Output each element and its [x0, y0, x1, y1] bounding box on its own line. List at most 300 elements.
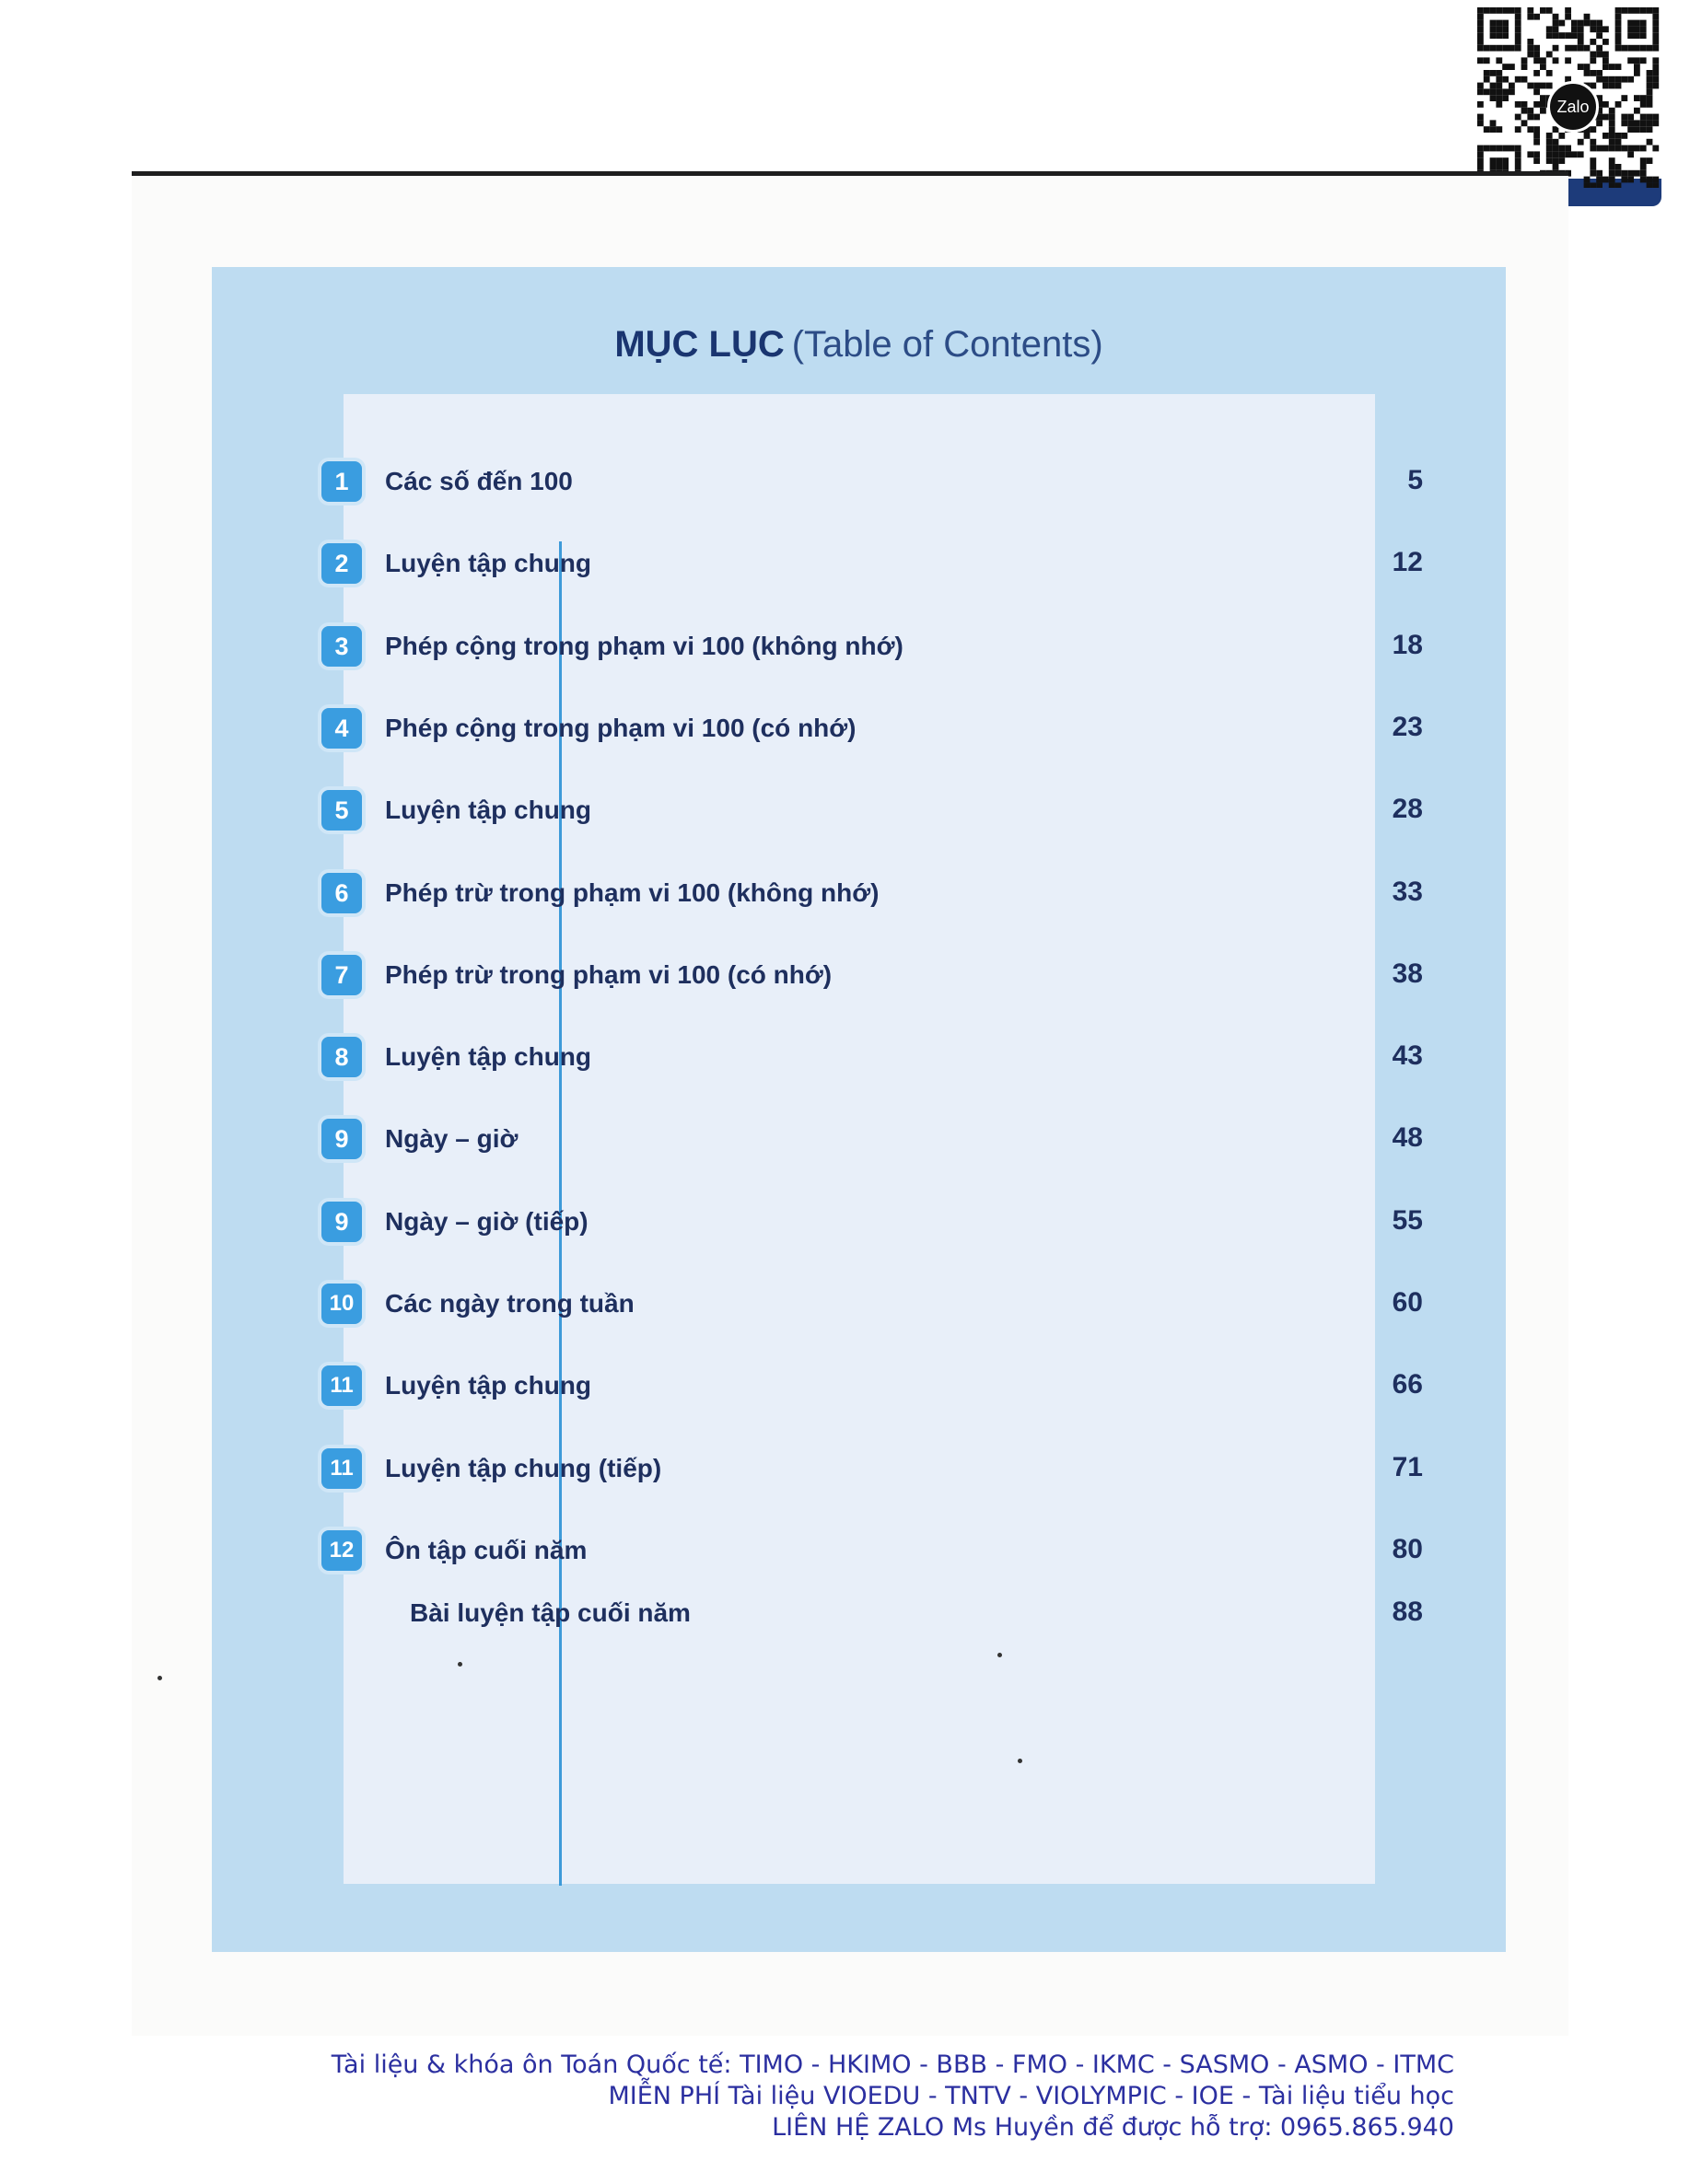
toc-item-title: Các ngày trong tuần — [385, 1289, 635, 1318]
qr-module — [1621, 7, 1627, 14]
qr-module — [1640, 26, 1647, 32]
qr-module — [1596, 170, 1603, 177]
qr-module — [1647, 7, 1653, 14]
qr-module — [1615, 26, 1622, 32]
qr-module — [1533, 133, 1540, 139]
qr-module — [1533, 157, 1540, 164]
qr-module — [1515, 39, 1521, 45]
qr-module — [1652, 20, 1659, 27]
qr-module — [1578, 64, 1584, 70]
qr-module — [1540, 95, 1546, 101]
qr-module — [1596, 70, 1603, 76]
qr-module — [1509, 88, 1515, 95]
qr-module — [1647, 76, 1653, 83]
qr-module — [1509, 145, 1515, 152]
qr-module — [1647, 101, 1653, 108]
qr-module — [1521, 64, 1528, 70]
qr-module — [1603, 57, 1609, 64]
qr-module — [1515, 126, 1521, 133]
qr-module — [1634, 26, 1640, 32]
qr-module — [1553, 157, 1559, 164]
qr-module — [1596, 177, 1603, 183]
qr-module — [1590, 57, 1596, 64]
qr-module — [1584, 70, 1591, 76]
qr-module — [1627, 45, 1634, 52]
qr-module — [1558, 133, 1565, 139]
qr-module — [1571, 20, 1578, 27]
qr-module — [1627, 151, 1634, 157]
qr-module — [1627, 177, 1634, 183]
qr-module — [1634, 45, 1640, 52]
zalo-logo-icon: Zalo — [1547, 81, 1599, 133]
qr-module — [1527, 151, 1533, 157]
qr-module — [1609, 182, 1615, 188]
qr-module — [1533, 14, 1540, 20]
qr-module — [1546, 70, 1553, 76]
qr-module — [1615, 133, 1622, 139]
qr-module — [1603, 26, 1609, 32]
qr-module — [1609, 83, 1615, 89]
qr-module — [1521, 101, 1528, 108]
qr-module — [1515, 20, 1521, 27]
qr-module — [1546, 151, 1553, 157]
toc-item-title: Ôn tập cuối năm — [385, 1535, 588, 1564]
qr-module — [1627, 26, 1634, 32]
qr-module — [1515, 101, 1521, 108]
qr-module — [1627, 76, 1634, 83]
qr-module — [1584, 182, 1591, 188]
qr-module — [1634, 57, 1640, 64]
qr-module — [1584, 20, 1591, 27]
toc-row[interactable] — [212, 1586, 1506, 1641]
qr-module — [1615, 76, 1622, 83]
qr-module — [1558, 145, 1565, 152]
qr-module — [1571, 45, 1578, 52]
qr-module — [1533, 83, 1540, 89]
qr-module — [1533, 57, 1540, 64]
toc-rows — [212, 0, 1506, 2184]
qr-module — [1621, 45, 1627, 52]
qr-module — [1609, 139, 1615, 145]
qr-module — [1527, 108, 1533, 114]
qr-module — [1609, 108, 1615, 114]
scan-speck — [458, 1662, 462, 1667]
qr-module — [1609, 126, 1615, 133]
qr-module — [1621, 133, 1627, 139]
qr-module — [1647, 182, 1653, 188]
toc-row[interactable] — [212, 865, 1506, 921]
qr-module — [1565, 145, 1571, 152]
qr-module — [1640, 95, 1647, 101]
qr-module — [1647, 139, 1653, 145]
qr-module — [1590, 26, 1596, 32]
qr-module — [1609, 170, 1615, 177]
qr-module — [1609, 164, 1615, 170]
qr-module — [1634, 126, 1640, 133]
qr-module — [1596, 45, 1603, 52]
qr-module — [1527, 14, 1533, 20]
qr-module — [1615, 14, 1622, 20]
qr-module — [1515, 114, 1521, 121]
qr-module — [1590, 70, 1596, 76]
qr-module — [1615, 145, 1622, 152]
toc-item-title: Bài luyện tập cuối năm — [410, 1597, 691, 1627]
toc-row[interactable] — [212, 1111, 1506, 1167]
qr-module — [1509, 83, 1515, 89]
qr-module — [1527, 114, 1533, 121]
qr-module — [1553, 151, 1559, 157]
qr-module — [1615, 39, 1622, 45]
qr-module — [1615, 20, 1622, 27]
qr-module — [1596, 120, 1603, 126]
qr-module — [1640, 45, 1647, 52]
toc-item-title: Ngày – giờ — [385, 1124, 519, 1154]
qr-module — [1609, 120, 1615, 126]
qr-module — [1621, 95, 1627, 101]
qr-module — [1578, 20, 1584, 27]
qr-module — [1609, 145, 1615, 152]
qr-module — [1647, 70, 1653, 76]
qr-module — [1533, 139, 1540, 145]
toc-row[interactable] — [212, 454, 1506, 509]
qr-module — [1584, 64, 1591, 70]
qr-module — [1634, 145, 1640, 152]
qr-module — [1640, 32, 1647, 39]
qr-module — [1603, 52, 1609, 58]
qr-module — [1603, 64, 1609, 70]
qr-module — [1540, 83, 1546, 89]
qr-module — [1515, 145, 1521, 152]
qr-module — [1615, 45, 1622, 52]
toc-row[interactable] — [212, 1029, 1506, 1085]
qr-module — [1647, 120, 1653, 126]
qr-module — [1652, 120, 1659, 126]
qr-module — [1546, 157, 1553, 164]
qr-module — [1509, 64, 1515, 70]
qr-module — [1603, 177, 1609, 183]
qr-module — [1546, 7, 1553, 14]
qr-module — [1634, 95, 1640, 101]
qr-module — [1553, 45, 1559, 52]
toc-page-number: 18 — [1392, 629, 1423, 660]
qr-module — [1621, 114, 1627, 121]
qr-module — [1647, 83, 1653, 89]
qr-module — [1515, 164, 1521, 170]
qr-module — [1515, 7, 1521, 14]
qr-module — [1652, 114, 1659, 121]
qr-module — [1640, 177, 1647, 183]
qr-module — [1565, 32, 1571, 39]
qr-module — [1621, 170, 1627, 177]
qr-module — [1634, 120, 1640, 126]
chapter-number-badge: 11 — [321, 1365, 362, 1406]
toc-item-title: Luyện tập chung — [385, 1371, 591, 1400]
qr-module — [1565, 45, 1571, 52]
qr-module — [1553, 20, 1559, 27]
toc-item-title: Luyện tập chung — [385, 1042, 591, 1072]
qr-module — [1540, 64, 1546, 70]
qr-module — [1515, 14, 1521, 20]
qr-module — [1533, 52, 1540, 58]
qr-module — [1647, 177, 1653, 183]
qr-module — [1621, 120, 1627, 126]
qr-module — [1515, 76, 1521, 83]
chapter-number-badge: 6 — [321, 873, 362, 913]
title-sub: (Table of Contents) — [791, 324, 1103, 365]
toc-row[interactable] — [212, 1523, 1506, 1578]
qr-module — [1533, 45, 1540, 52]
qr-module — [1621, 76, 1627, 83]
qr-module — [1540, 7, 1546, 14]
qr-module — [1640, 7, 1647, 14]
qr-module — [1640, 145, 1647, 152]
qr-module — [1546, 139, 1553, 145]
qr-module — [1609, 114, 1615, 121]
qr-module — [1652, 177, 1659, 183]
qr-module — [1634, 170, 1640, 177]
qr-module — [1515, 26, 1521, 32]
toc-page-number: 88 — [1392, 1596, 1423, 1627]
qr-module — [1627, 20, 1634, 27]
qr-module — [1553, 139, 1559, 145]
qr-module — [1540, 57, 1546, 64]
toc-page-number: 48 — [1392, 1122, 1423, 1154]
qr-module — [1603, 101, 1609, 108]
qr-module — [1652, 57, 1659, 64]
toc-page-number: 28 — [1392, 794, 1423, 825]
toc-row[interactable] — [212, 947, 1506, 1003]
qr-module — [1640, 57, 1647, 64]
qr-module — [1627, 126, 1634, 133]
qr-module — [1609, 133, 1615, 139]
qr-module — [1627, 32, 1634, 39]
qr-module — [1627, 145, 1634, 152]
qr-module — [1584, 177, 1591, 183]
toc-row[interactable] — [212, 1358, 1506, 1413]
qr-module — [1527, 7, 1533, 14]
chapter-number-badge: 7 — [321, 955, 362, 995]
chapter-number-badge: 11 — [321, 1448, 362, 1489]
qr-module — [1640, 20, 1647, 27]
qr-module — [1596, 52, 1603, 58]
qr-module — [1615, 101, 1622, 108]
qr-module — [1509, 45, 1515, 52]
qr-module — [1578, 45, 1584, 52]
toc-item-title: Luyện tập chung (tiếp) — [385, 1453, 662, 1482]
qr-module — [1603, 133, 1609, 139]
qr-module — [1640, 157, 1647, 164]
qr-module — [1515, 151, 1521, 157]
scan-speck — [1018, 1759, 1022, 1763]
qr-module — [1627, 120, 1634, 126]
qr-module — [1509, 7, 1515, 14]
qr-module — [1647, 45, 1653, 52]
qr-module — [1596, 26, 1603, 32]
toc-page-number: 71 — [1392, 1451, 1423, 1482]
qr-module — [1652, 7, 1659, 14]
toc-item-title: Phép trừ trong phạm vi 100 (có nhớ) — [385, 959, 833, 989]
footer-line-3: LIÊN HỆ ZALO Ms Huyền để được hỗ trợ: 0965.865.940 — [772, 2113, 1454, 2142]
toc-page-number: 60 — [1392, 1287, 1423, 1318]
qr-module — [1590, 182, 1596, 188]
qr-module — [1558, 151, 1565, 157]
qr-module — [1621, 177, 1627, 183]
chapter-number-badge: 10 — [321, 1284, 362, 1324]
toc-item-title: Phép trừ trong phạm vi 100 (không nhớ) — [385, 877, 880, 907]
qr-module — [1603, 39, 1609, 45]
qr-module — [1553, 164, 1559, 170]
qr-module — [1640, 114, 1647, 121]
qr-module — [1546, 52, 1553, 58]
qr-module — [1634, 32, 1640, 39]
toc-page-number: 43 — [1392, 1040, 1423, 1072]
scan-speck — [157, 1676, 162, 1680]
qr-module — [1533, 114, 1540, 121]
qr-module — [1590, 170, 1596, 177]
qr-module — [1627, 170, 1634, 177]
toc-item-title: Luyện tập chung — [385, 549, 591, 578]
qr-module — [1540, 101, 1546, 108]
toc-row[interactable] — [212, 1441, 1506, 1496]
toc-row[interactable] — [212, 1194, 1506, 1249]
qr-module — [1640, 120, 1647, 126]
toc-page-number: 33 — [1392, 876, 1423, 907]
qr-module — [1640, 126, 1647, 133]
qr-module — [1590, 164, 1596, 170]
toc-item-title: Phép cộng trong phạm vi 100 (không nhớ) — [385, 631, 903, 660]
qr-module — [1590, 39, 1596, 45]
qr-module — [1627, 7, 1634, 14]
toc-page-number: 80 — [1392, 1533, 1423, 1564]
qr-module — [1647, 126, 1653, 133]
qr-module — [1584, 133, 1591, 139]
qr-module — [1527, 45, 1533, 52]
qr-module — [1634, 64, 1640, 70]
qr-module — [1621, 145, 1627, 152]
footer-line-1: Tài liệu & khóa ôn Toán Quốc tế: TIMO - HKIMO - BBB - FMO - IKMC - SASMO - ASMO - ITMC — [331, 2050, 1454, 2079]
qr-module — [1578, 26, 1584, 32]
qr-module — [1553, 145, 1559, 152]
toc-item-title: Luyện tập chung — [385, 796, 591, 825]
qr-module — [1533, 70, 1540, 76]
qr-module — [1603, 83, 1609, 89]
qr-module — [1590, 139, 1596, 145]
qr-module — [1596, 32, 1603, 39]
qr-module — [1652, 32, 1659, 39]
qr-module — [1609, 76, 1615, 83]
toc-page-number: 55 — [1392, 1204, 1423, 1236]
qr-module — [1527, 39, 1533, 45]
qr-module — [1546, 32, 1553, 39]
chapter-number-badge: 9 — [321, 1202, 362, 1242]
qr-module — [1596, 182, 1603, 188]
toc-page-number: 23 — [1392, 711, 1423, 742]
qr-module — [1553, 57, 1559, 64]
qr-module — [1652, 14, 1659, 20]
qr-module — [1533, 126, 1540, 133]
qr-module — [1615, 32, 1622, 39]
toc-page-number: 12 — [1392, 547, 1423, 578]
qr-module — [1521, 108, 1528, 114]
qr-module — [1515, 32, 1521, 39]
qr-module — [1627, 57, 1634, 64]
qr-module — [1515, 157, 1521, 164]
qr-module — [1652, 182, 1659, 188]
qr-module — [1590, 145, 1596, 152]
chapter-number-badge: 8 — [321, 1037, 362, 1077]
qr-module — [1615, 170, 1622, 177]
toc-item-title: Phép cộng trong phạm vi 100 (có nhớ) — [385, 713, 857, 742]
title-main: MỤC LỤC — [614, 324, 785, 365]
qr-module — [1634, 108, 1640, 114]
chapter-number-badge: 3 — [321, 626, 362, 667]
toc-row[interactable] — [212, 701, 1506, 756]
qr-module — [1615, 164, 1622, 170]
qr-module — [1615, 7, 1622, 14]
toc-row[interactable] — [212, 783, 1506, 838]
qr-module — [1603, 114, 1609, 121]
qr-module — [1596, 20, 1603, 27]
qr-module — [1652, 64, 1659, 70]
qr-module — [1515, 45, 1521, 52]
qr-module — [1640, 170, 1647, 177]
qr-module — [1521, 120, 1528, 126]
qr-module — [1652, 45, 1659, 52]
qr-module — [1652, 70, 1659, 76]
qr-module — [1558, 32, 1565, 39]
qr-module — [1590, 126, 1596, 133]
qr-module — [1565, 7, 1571, 14]
toc-row[interactable] — [212, 619, 1506, 674]
qr-module — [1647, 95, 1653, 101]
qr-module — [1634, 7, 1640, 14]
qr-module — [1546, 133, 1553, 139]
qr-module — [1565, 14, 1571, 20]
chapter-number-badge: 9 — [321, 1119, 362, 1159]
qr-module — [1652, 39, 1659, 45]
qr-module — [1609, 177, 1615, 183]
qr-module — [1553, 26, 1559, 32]
qr-module — [1627, 114, 1634, 121]
toc-item-title: Ngày – giờ (tiếp) — [385, 1206, 589, 1236]
qr-module — [1546, 145, 1553, 152]
qr-module — [1647, 88, 1653, 95]
qr-module — [1565, 151, 1571, 157]
qr-module — [1615, 139, 1622, 145]
qr-module — [1640, 164, 1647, 170]
qr-module — [1640, 101, 1647, 108]
footer-line-2: MIỄN PHÍ Tài liệu VIOEDU - TNTV - VIOLYMPIC - IOE - Tài liệu tiểu học — [608, 2082, 1454, 2110]
qr-module — [1647, 114, 1653, 121]
chapter-number-badge: 5 — [321, 790, 362, 831]
qr-module — [1652, 145, 1659, 152]
qr-module — [1553, 32, 1559, 39]
qr-module — [1603, 76, 1609, 83]
toc-row[interactable] — [212, 1276, 1506, 1331]
qr-module — [1558, 20, 1565, 27]
qr-module — [1578, 32, 1584, 39]
qr-module — [1615, 182, 1622, 188]
footer-notice — [332, 2050, 1454, 2143]
qr-module — [1590, 20, 1596, 27]
qr-module — [1527, 83, 1533, 89]
qr-module — [1527, 126, 1533, 133]
qr-module — [1615, 64, 1622, 70]
toc-row[interactable] — [212, 536, 1506, 591]
qr-module — [1652, 76, 1659, 83]
qr-module — [1652, 26, 1659, 32]
qr-module — [1546, 83, 1553, 89]
